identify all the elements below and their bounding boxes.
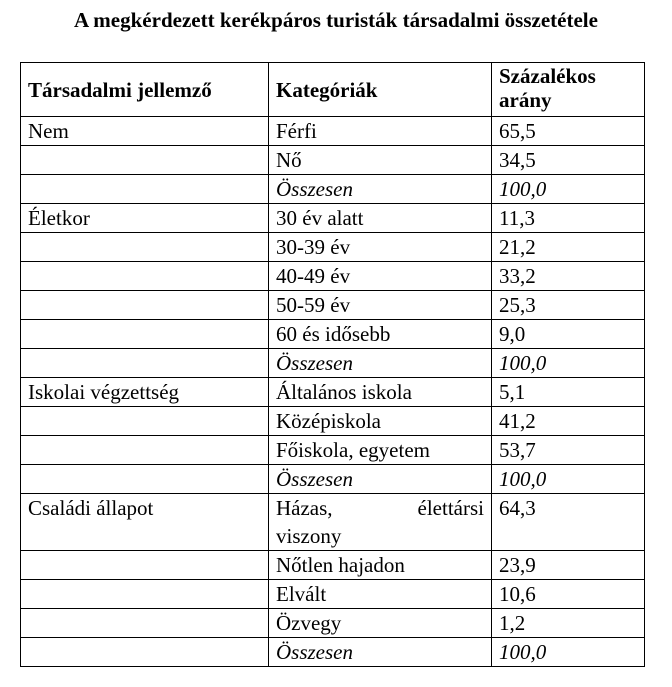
- table-row: [21, 233, 645, 262]
- table-row: [21, 436, 645, 465]
- category-line1: Házas, élettársi: [276, 496, 484, 520]
- table-row: [21, 378, 645, 407]
- category-cell: Középiskola: [269, 407, 492, 436]
- total-value-cell: 100,0: [492, 465, 645, 494]
- empty-cell: [21, 407, 269, 436]
- empty-cell: [21, 262, 269, 291]
- value-cell: 10,6: [492, 580, 645, 609]
- empty-cell: [21, 551, 269, 580]
- table-row: [21, 609, 645, 638]
- value-cell: 65,5: [492, 117, 645, 146]
- empty-cell: [21, 146, 269, 175]
- table-row: [21, 291, 645, 320]
- group-label-marital-status: Családi állapot: [21, 494, 269, 551]
- category-cell: 50-59 év: [269, 291, 492, 320]
- empty-cell: [21, 233, 269, 262]
- table-row: [21, 349, 645, 378]
- category-cell: [269, 494, 492, 551]
- header-social-feature: Társadalmi jellemző: [21, 63, 269, 117]
- table-row: [21, 175, 645, 204]
- header-percentage-line1: Százalékos: [499, 64, 596, 88]
- value-cell: 23,9: [492, 551, 645, 580]
- category-cell: 30-39 év: [269, 233, 492, 262]
- total-category-cell: Összesen: [269, 175, 492, 204]
- group-label-age: Életkor: [21, 204, 269, 233]
- header-percentage: [492, 63, 645, 117]
- table-row: [21, 117, 645, 146]
- table-row: [21, 204, 645, 233]
- total-category-cell: Összesen: [269, 638, 492, 667]
- table-row: [21, 638, 645, 667]
- empty-cell: [21, 175, 269, 204]
- table-row: [21, 494, 645, 551]
- table-row: [21, 320, 645, 349]
- table-row: [21, 407, 645, 436]
- value-cell: 64,3: [492, 494, 645, 551]
- category-line2: viszony: [276, 524, 342, 548]
- category-cell: 30 év alatt: [269, 204, 492, 233]
- category-cell: Főiskola, egyetem: [269, 436, 492, 465]
- category-cell: Nőtlen hajadon: [269, 551, 492, 580]
- value-cell: 1,2: [492, 609, 645, 638]
- category-cell: Általános iskola: [269, 378, 492, 407]
- category-cell: 60 és idősebb: [269, 320, 492, 349]
- total-value-cell: 100,0: [492, 349, 645, 378]
- value-cell: 21,2: [492, 233, 645, 262]
- empty-cell: [21, 580, 269, 609]
- total-category-cell: Összesen: [269, 349, 492, 378]
- table-title: A megkérdezett kerékpáros turisták társadalmi összetétele: [74, 8, 598, 32]
- header-row: [21, 63, 645, 117]
- empty-cell: [21, 638, 269, 667]
- group-label-education: Iskolai végzettség: [21, 378, 269, 407]
- value-cell: 34,5: [492, 146, 645, 175]
- empty-cell: [21, 320, 269, 349]
- category-cell: Férfi: [269, 117, 492, 146]
- value-cell: 25,3: [492, 291, 645, 320]
- value-cell: 53,7: [492, 436, 645, 465]
- category-cell: 40-49 év: [269, 262, 492, 291]
- value-cell: 11,3: [492, 204, 645, 233]
- empty-cell: [21, 291, 269, 320]
- total-value-cell: 100,0: [492, 638, 645, 667]
- table-row: [21, 551, 645, 580]
- category-cell: Özvegy: [269, 609, 492, 638]
- empty-cell: [21, 436, 269, 465]
- value-cell: 9,0: [492, 320, 645, 349]
- empty-cell: [21, 465, 269, 494]
- category-cell: Nő: [269, 146, 492, 175]
- empty-cell: [21, 349, 269, 378]
- header-percentage-line2: arány: [499, 88, 552, 112]
- table-row: [21, 580, 645, 609]
- social-composition-table: [20, 62, 645, 667]
- group-label-gender: Nem: [21, 117, 269, 146]
- table-row: [21, 146, 645, 175]
- table-row: [21, 262, 645, 291]
- table-row: [21, 465, 645, 494]
- value-cell: 33,2: [492, 262, 645, 291]
- header-categories: Kategóriák: [269, 63, 492, 117]
- total-value-cell: 100,0: [492, 175, 645, 204]
- total-category-cell: Összesen: [269, 465, 492, 494]
- empty-cell: [21, 609, 269, 638]
- value-cell: 41,2: [492, 407, 645, 436]
- value-cell: 5,1: [492, 378, 645, 407]
- category-cell: Elvált: [269, 580, 492, 609]
